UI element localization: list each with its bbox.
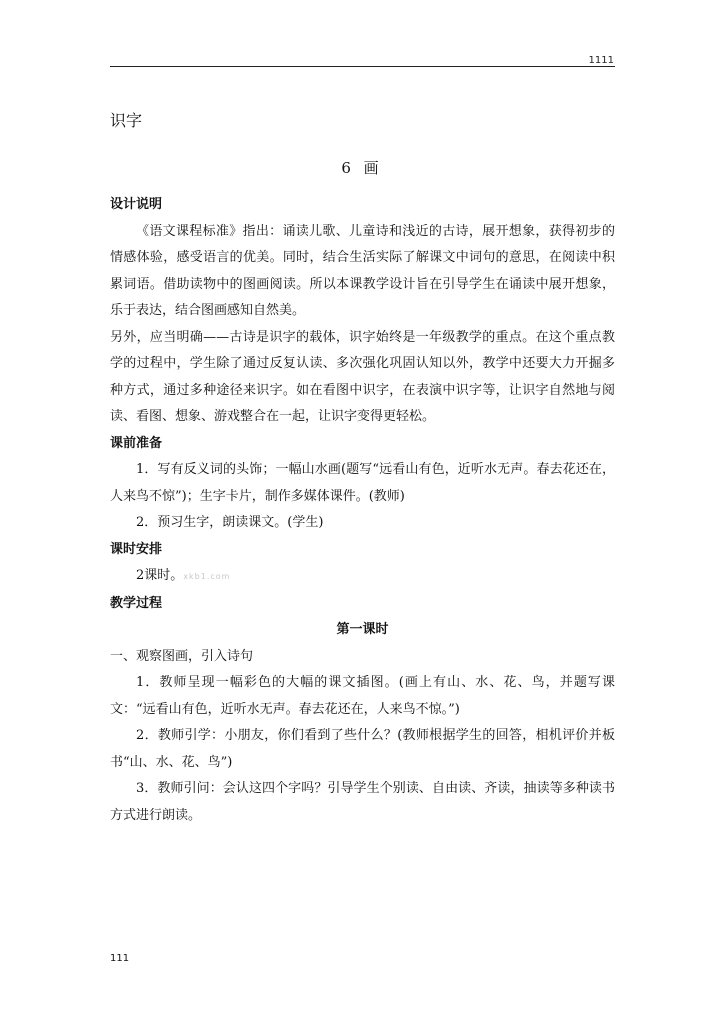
process-step-2: 2．教师引学：小朋友，你们看到了些什么？(教师根据学生的回答，相机评价并板书“山、水、花、鸟”) (110, 728, 615, 770)
prep-heading: 课前准备 (110, 435, 163, 451)
schedule-text: 2课时。 (136, 568, 184, 583)
design-paragraph-2: 另外，应当明确——古诗是识字的载体，识字始终是一年级教学的重点。在这个重点教学的过程中，学生除了通过反复认读、多次强化巩固认知以外，教学中还要大力开掘多种方式，通过多种途径来识字。如在看图中识字，在表演中识字等，让识字自然地与阅读、看图、想象、游戏整合在一起，让识字变得更轻松。 (110, 329, 615, 424)
header-page-number: 1111 (588, 55, 614, 66)
lesson-title: 6 画 (341, 159, 383, 177)
document-body (110, 192, 615, 829)
prep-item-1: 1．写有反义词的头饰；一幅山水画(题写“远看山有色，近听水无声。春去花还在，人来鸟不惊”)；生字卡片，制作多媒体课件。(教师) (110, 462, 615, 504)
part-1-heading: 一、观察图画，引入诗句 (110, 648, 254, 664)
schedule-line (110, 563, 615, 591)
design-paragraph-1: 《语文课程标准》指出：诵读儿歌、儿童诗和浅近的古诗，展开想象，获得初步的情感体验，感受语言的优美。同时，结合生活实际了解课文中词句的意思，在阅读中积累词语。借助读物中的图画阅读。所以本课教学设计旨在引导学生在诵读中展开想象，乐于表达，结合图画感知自然美。 (110, 223, 615, 318)
header-divider (110, 66, 615, 67)
process-step-1: 1．教师呈现一幅彩色的大幅的课文插图。(画上有山、水、花、鸟，并题写课文：“远看山有色，近听水无声。春去花还在，人来鸟不惊。”) (110, 675, 615, 717)
process-heading: 教学过程 (110, 595, 163, 611)
section-title: 识字 (110, 111, 143, 130)
lesson-1-heading: 第一课时 (336, 622, 389, 637)
prep-item-2: 2．预习生字，朗读课文。(学生) (136, 515, 324, 530)
process-step-3: 3．教师引问：会认这四个字吗？引导学生个别读、自由读、齐读，抽读等多种读书方式进行朗读。 (110, 781, 615, 823)
footer-page-number: 111 (110, 953, 130, 964)
schedule-heading: 课时安排 (110, 541, 163, 557)
watermark: xkb1.com (183, 572, 231, 581)
design-heading: 设计说明 (110, 197, 163, 212)
